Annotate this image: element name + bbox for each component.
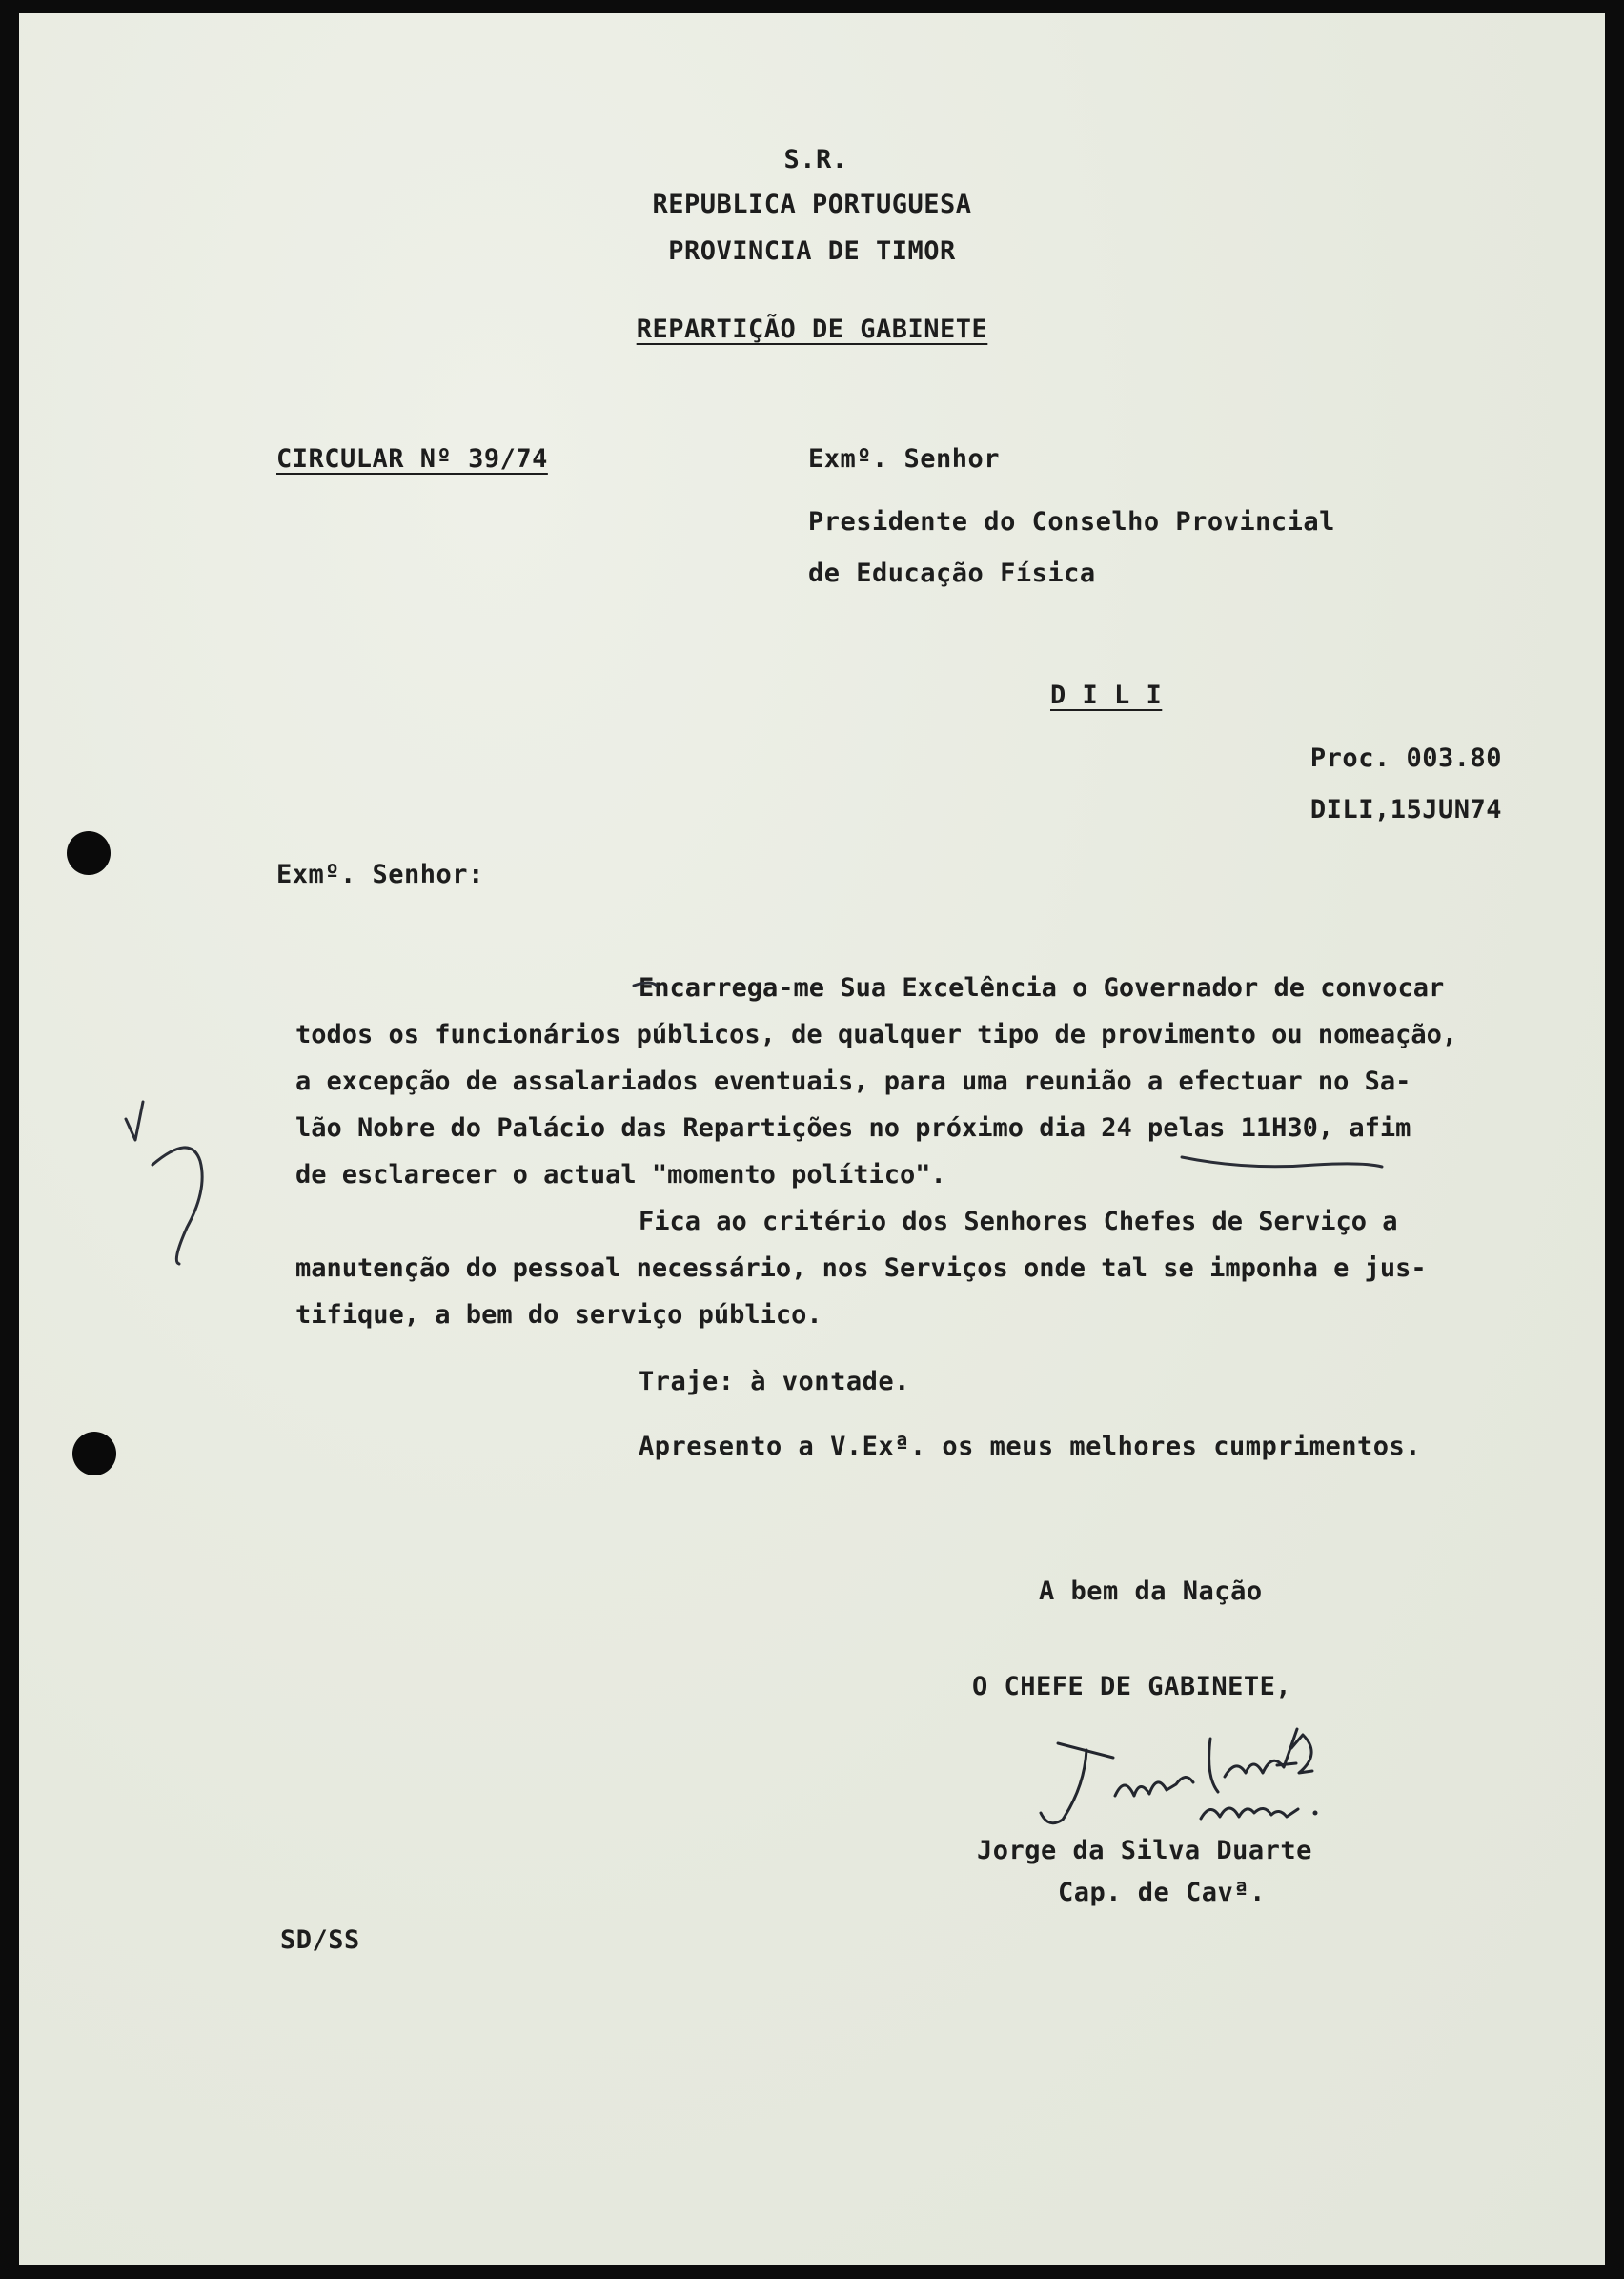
body-line: lão Nobre do Palácio das Repartições no próximo dia 24 pelas 11H30, afim	[295, 1113, 1411, 1143]
letter-date: DILI,15JUN74	[1309, 795, 1502, 824]
greeting: Exmº. Senhor:	[276, 860, 484, 889]
body-line: Encarrega-me Sua Excelência o Governador de convocar	[639, 973, 1445, 1003]
body-line: todos os funcionários públicos, de qualquer tipo de provimento ou nomeação,	[295, 1020, 1458, 1049]
reference-initials: SD/SS	[280, 1925, 360, 1955]
body-line: de esclarecer o actual "momento político".	[295, 1160, 946, 1190]
circular-number: CIRCULAR Nº 39/74	[276, 444, 548, 474]
body-line: a excepção de assalariados eventuais, para uma reunião a efectuar no Sa-	[295, 1067, 1411, 1096]
header-sr: S.R.	[783, 145, 848, 174]
process-number: Proc. 003.80	[1309, 743, 1502, 773]
body-line: manutenção do pessoal necessário, nos Serviços onde tal se imponha e jus-	[295, 1253, 1427, 1283]
signoff-title: O CHEFE DE GABINETE,	[972, 1672, 1292, 1701]
body-line: tifique, a bem do serviço público.	[295, 1300, 822, 1330]
header-province: PROVINCIA DE TIMOR	[668, 236, 956, 266]
recipient-line2: de Educação Física	[808, 559, 1096, 588]
signatory-name: Jorge da Silva Duarte	[977, 1836, 1312, 1865]
closing-line: Apresento a V.Exª. os meus melhores cumprimentos.	[639, 1432, 1422, 1461]
header-department: REPARTIÇÃO DE GABINETE	[636, 315, 988, 344]
body-line: Fica ao critério dos Senhores Chefes de Serviço a	[639, 1207, 1398, 1236]
dress-code: Traje: à vontade.	[639, 1367, 910, 1396]
header-republic: REPUBLICA PORTUGUESA	[652, 190, 972, 219]
recipient-salutation: Exmº. Senhor	[808, 444, 1001, 474]
recipient-line1: Presidente do Conselho Provincial	[808, 507, 1335, 537]
signatory-rank: Cap. de Cavª.	[1058, 1878, 1266, 1907]
recipient-city: D I L I	[1050, 681, 1163, 710]
handwritten-marks	[19, 13, 1605, 2265]
motto: A bem da Nação	[1039, 1577, 1263, 1606]
document-page	[19, 13, 1605, 2265]
